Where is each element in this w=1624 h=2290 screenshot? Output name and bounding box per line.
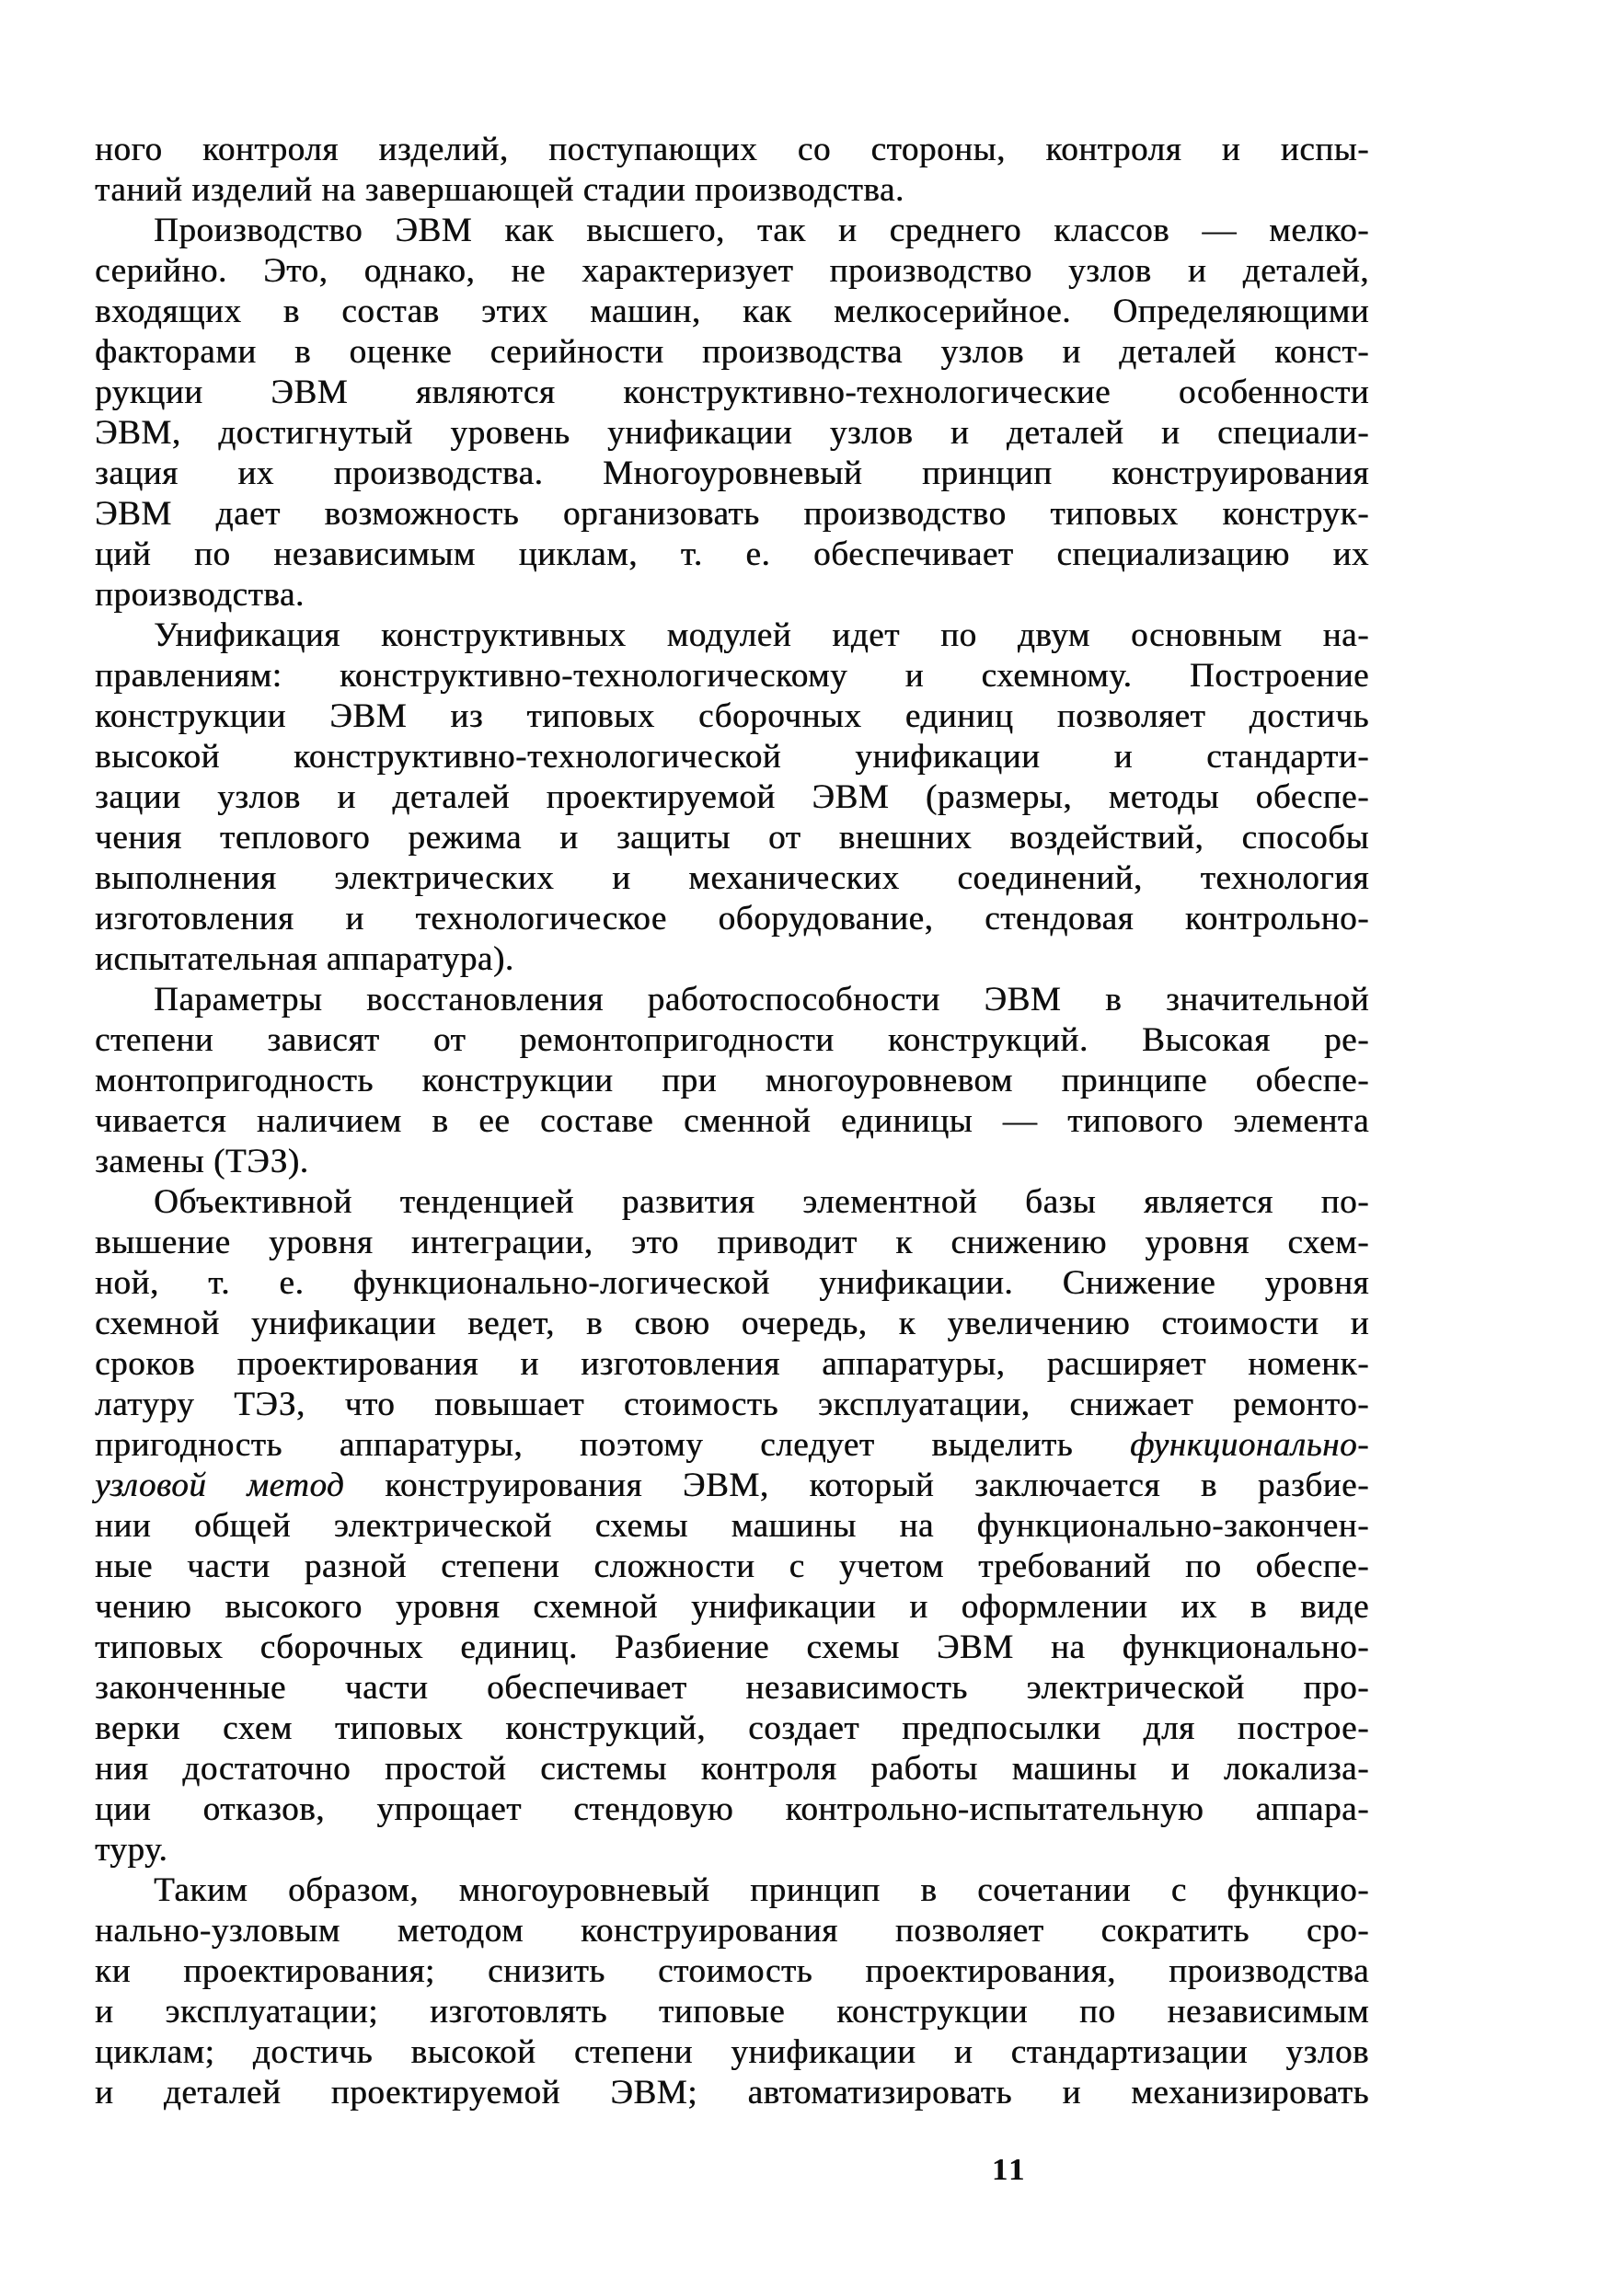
text-line — [95, 494, 1369, 535]
text-segment: монтопригодность конструкции при многоуровневом принципе обеспе- — [95, 1062, 1369, 1099]
text-line — [95, 1668, 1369, 1709]
text-line — [95, 292, 1369, 332]
text-segment: ЭВМ дает возможность организовать производство типовых конструк- — [95, 495, 1369, 533]
italic-term: функционально- — [1129, 1426, 1369, 1464]
text-segment: серийно. Это, однако, не характеризует производство узлов и деталей, — [95, 252, 1369, 290]
text-line — [95, 1466, 1369, 1506]
text-line — [95, 1223, 1369, 1263]
text-segment: сроков проектирования и изготовления аппаратуры, расширяет номенк- — [95, 1345, 1369, 1383]
paragraph — [95, 211, 1369, 616]
text-segment: зация их производства. Многоуровневый принцип конструирования — [95, 455, 1369, 492]
text-segment: таний изделий на завершающей стадии производства. — [95, 171, 904, 209]
text-line — [95, 899, 1369, 939]
text-line — [95, 2032, 1369, 2073]
text-segment: конструирования ЭВМ, который заключается в разбие- — [344, 1467, 1369, 1504]
text-line — [95, 413, 1369, 454]
text-line — [95, 818, 1369, 858]
text-block — [95, 130, 1369, 2113]
text-line — [95, 777, 1369, 818]
text-line — [95, 170, 1369, 211]
paragraph — [95, 980, 1369, 1182]
paragraph — [95, 616, 1369, 980]
text-line — [95, 211, 1369, 251]
page-number: 11 — [992, 2153, 1028, 2187]
text-line — [95, 130, 1369, 170]
text-segment: нально-узловым методом конструирования позволяет сократить сро- — [95, 1912, 1369, 1950]
text-line — [95, 332, 1369, 373]
text-line — [95, 980, 1369, 1020]
text-line — [95, 1385, 1369, 1425]
text-segment: схемной унификации ведет, в свою очередь, к увеличению стоимости и — [95, 1305, 1369, 1342]
text-line — [95, 1101, 1369, 1142]
text-line — [95, 696, 1369, 737]
text-segment: туру. — [95, 1831, 168, 1869]
text-line — [95, 1709, 1369, 1749]
text-segment: ной, т. е. функционально-логической унификации. Снижение уровня — [95, 1264, 1369, 1302]
text-line — [95, 535, 1369, 575]
text-segment: нии общей электрической схемы машины на функционально-закончен- — [95, 1507, 1369, 1545]
text-segment: факторами в оценке серийности производства узлов и деталей конст- — [95, 333, 1369, 371]
text-segment: ки проектирования; снизить стоимость проектирования, производства — [95, 1952, 1369, 1990]
text-line — [95, 1628, 1369, 1668]
text-segment: зации узлов и деталей проектируемой ЭВМ (размеры, методы обеспе- — [95, 778, 1369, 816]
text-line — [95, 1587, 1369, 1628]
paragraph — [95, 1870, 1369, 2113]
text-segment: Унификация конструктивных модулей идет по двум основным на- — [154, 616, 1369, 654]
text-segment: входящих в состав этих машин, как мелкосерийное. Определяющими — [95, 293, 1369, 330]
text-line — [95, 1749, 1369, 1789]
text-line — [95, 454, 1369, 494]
text-line — [95, 616, 1369, 656]
text-segment: испытательная аппаратура). — [95, 940, 514, 978]
text-segment: циклам; достичь высокой степени унификации и стандартизации узлов — [95, 2033, 1369, 2071]
text-line — [95, 1425, 1369, 1466]
text-line — [95, 1263, 1369, 1304]
text-line — [95, 1547, 1369, 1587]
text-line — [95, 939, 1369, 980]
text-line — [95, 1061, 1369, 1101]
paragraph — [95, 1182, 1369, 1870]
text-line — [95, 1830, 1369, 1870]
text-segment: правлениям: конструктивно-технологическому и схемному. Построение — [95, 657, 1369, 695]
text-line — [95, 1992, 1369, 2032]
text-segment: латуру ТЭЗ, что повышает стоимость эксплуатации, снижает ремонто- — [95, 1386, 1369, 1423]
text-segment: и деталей проектируемой ЭВМ; автоматизировать и механизировать — [95, 2074, 1369, 2112]
text-segment: законченные части обеспечивает независимость электрической про- — [95, 1669, 1369, 1707]
text-line — [95, 2073, 1369, 2113]
text-segment: Параметры восстановления работоспособности ЭВМ в значительной — [154, 981, 1369, 1018]
text-line — [95, 1951, 1369, 1992]
text-line — [95, 858, 1369, 899]
text-segment: чения теплового режима и защиты от внешних воздействий, способы — [95, 819, 1369, 857]
text-line — [95, 1182, 1369, 1223]
text-segment: чению высокого уровня схемной унификации и оформлении их в виде — [95, 1588, 1369, 1626]
text-segment: изготовления и технологическое оборудование, стендовая контрольно- — [95, 900, 1369, 938]
text-line — [95, 656, 1369, 696]
text-line — [95, 251, 1369, 292]
text-line — [95, 1304, 1369, 1344]
text-segment: степени зависят от ремонтопригодности конструкций. Высокая ре- — [95, 1021, 1369, 1059]
text-segment: выполнения электрических и механических соединений, технология — [95, 859, 1369, 897]
text-segment: ные части разной степени сложности с учетом требований по обеспе- — [95, 1548, 1369, 1585]
text-segment: чивается наличием в ее составе сменной единицы — типового элемента — [95, 1102, 1369, 1140]
text-line — [95, 1506, 1369, 1547]
text-segment: Объективной тенденцией развития элементной базы является по- — [154, 1183, 1369, 1221]
text-segment: вышение уровня интеграции, это приводит к снижению уровня схем- — [95, 1224, 1369, 1261]
text-segment: верки схем типовых конструкций, создает предпосылки для построе- — [95, 1709, 1369, 1747]
text-segment: ций по независимым циклам, т. е. обеспечивает специализацию их — [95, 535, 1369, 573]
text-line — [95, 1142, 1369, 1182]
text-line — [95, 1870, 1369, 1911]
text-line — [95, 575, 1369, 616]
text-segment: ния достаточно простой системы контроля работы машины и локализа- — [95, 1750, 1369, 1788]
italic-term: узловой метод — [95, 1467, 345, 1504]
text-segment: производства. — [95, 576, 305, 614]
text-segment: ции отказов, упрощает стендовую контрольно-испытательную аппара- — [95, 1790, 1369, 1828]
text-line — [95, 1344, 1369, 1385]
text-line — [95, 1911, 1369, 1951]
text-segment: ЭВМ, достигнутый уровень унификации узлов и деталей и специали- — [95, 414, 1369, 452]
text-segment: конструкции ЭВМ из типовых сборочных единиц позволяет достичь — [95, 697, 1369, 735]
text-line — [95, 1020, 1369, 1061]
text-segment: пригодность аппаратуры, поэтому следует выделить — [95, 1426, 1130, 1464]
text-segment: рукции ЭВМ являются конструктивно-технологические особенности — [95, 374, 1369, 411]
text-segment: Производство ЭВМ как высшего, так и среднего классов — мелко- — [154, 212, 1369, 249]
text-segment: высокой конструктивно-технологической унификации и стандарти- — [95, 738, 1369, 776]
paragraph — [95, 130, 1369, 211]
text-segment: и эксплуатации; изготовлять типовые конструкции по независимым — [95, 1993, 1369, 2031]
text-segment: ного контроля изделий, поступающих со стороны, контроля и испы- — [95, 131, 1369, 168]
text-line — [95, 373, 1369, 413]
text-segment: Таким образом, многоуровневый принцип в сочетании с функцио- — [154, 1871, 1369, 1909]
text-segment: замены (ТЭЗ). — [95, 1143, 309, 1180]
text-segment: типовых сборочных единиц. Разбиение схемы ЭВМ на функционально- — [95, 1628, 1369, 1666]
text-line — [95, 1789, 1369, 1830]
text-line — [95, 737, 1369, 777]
